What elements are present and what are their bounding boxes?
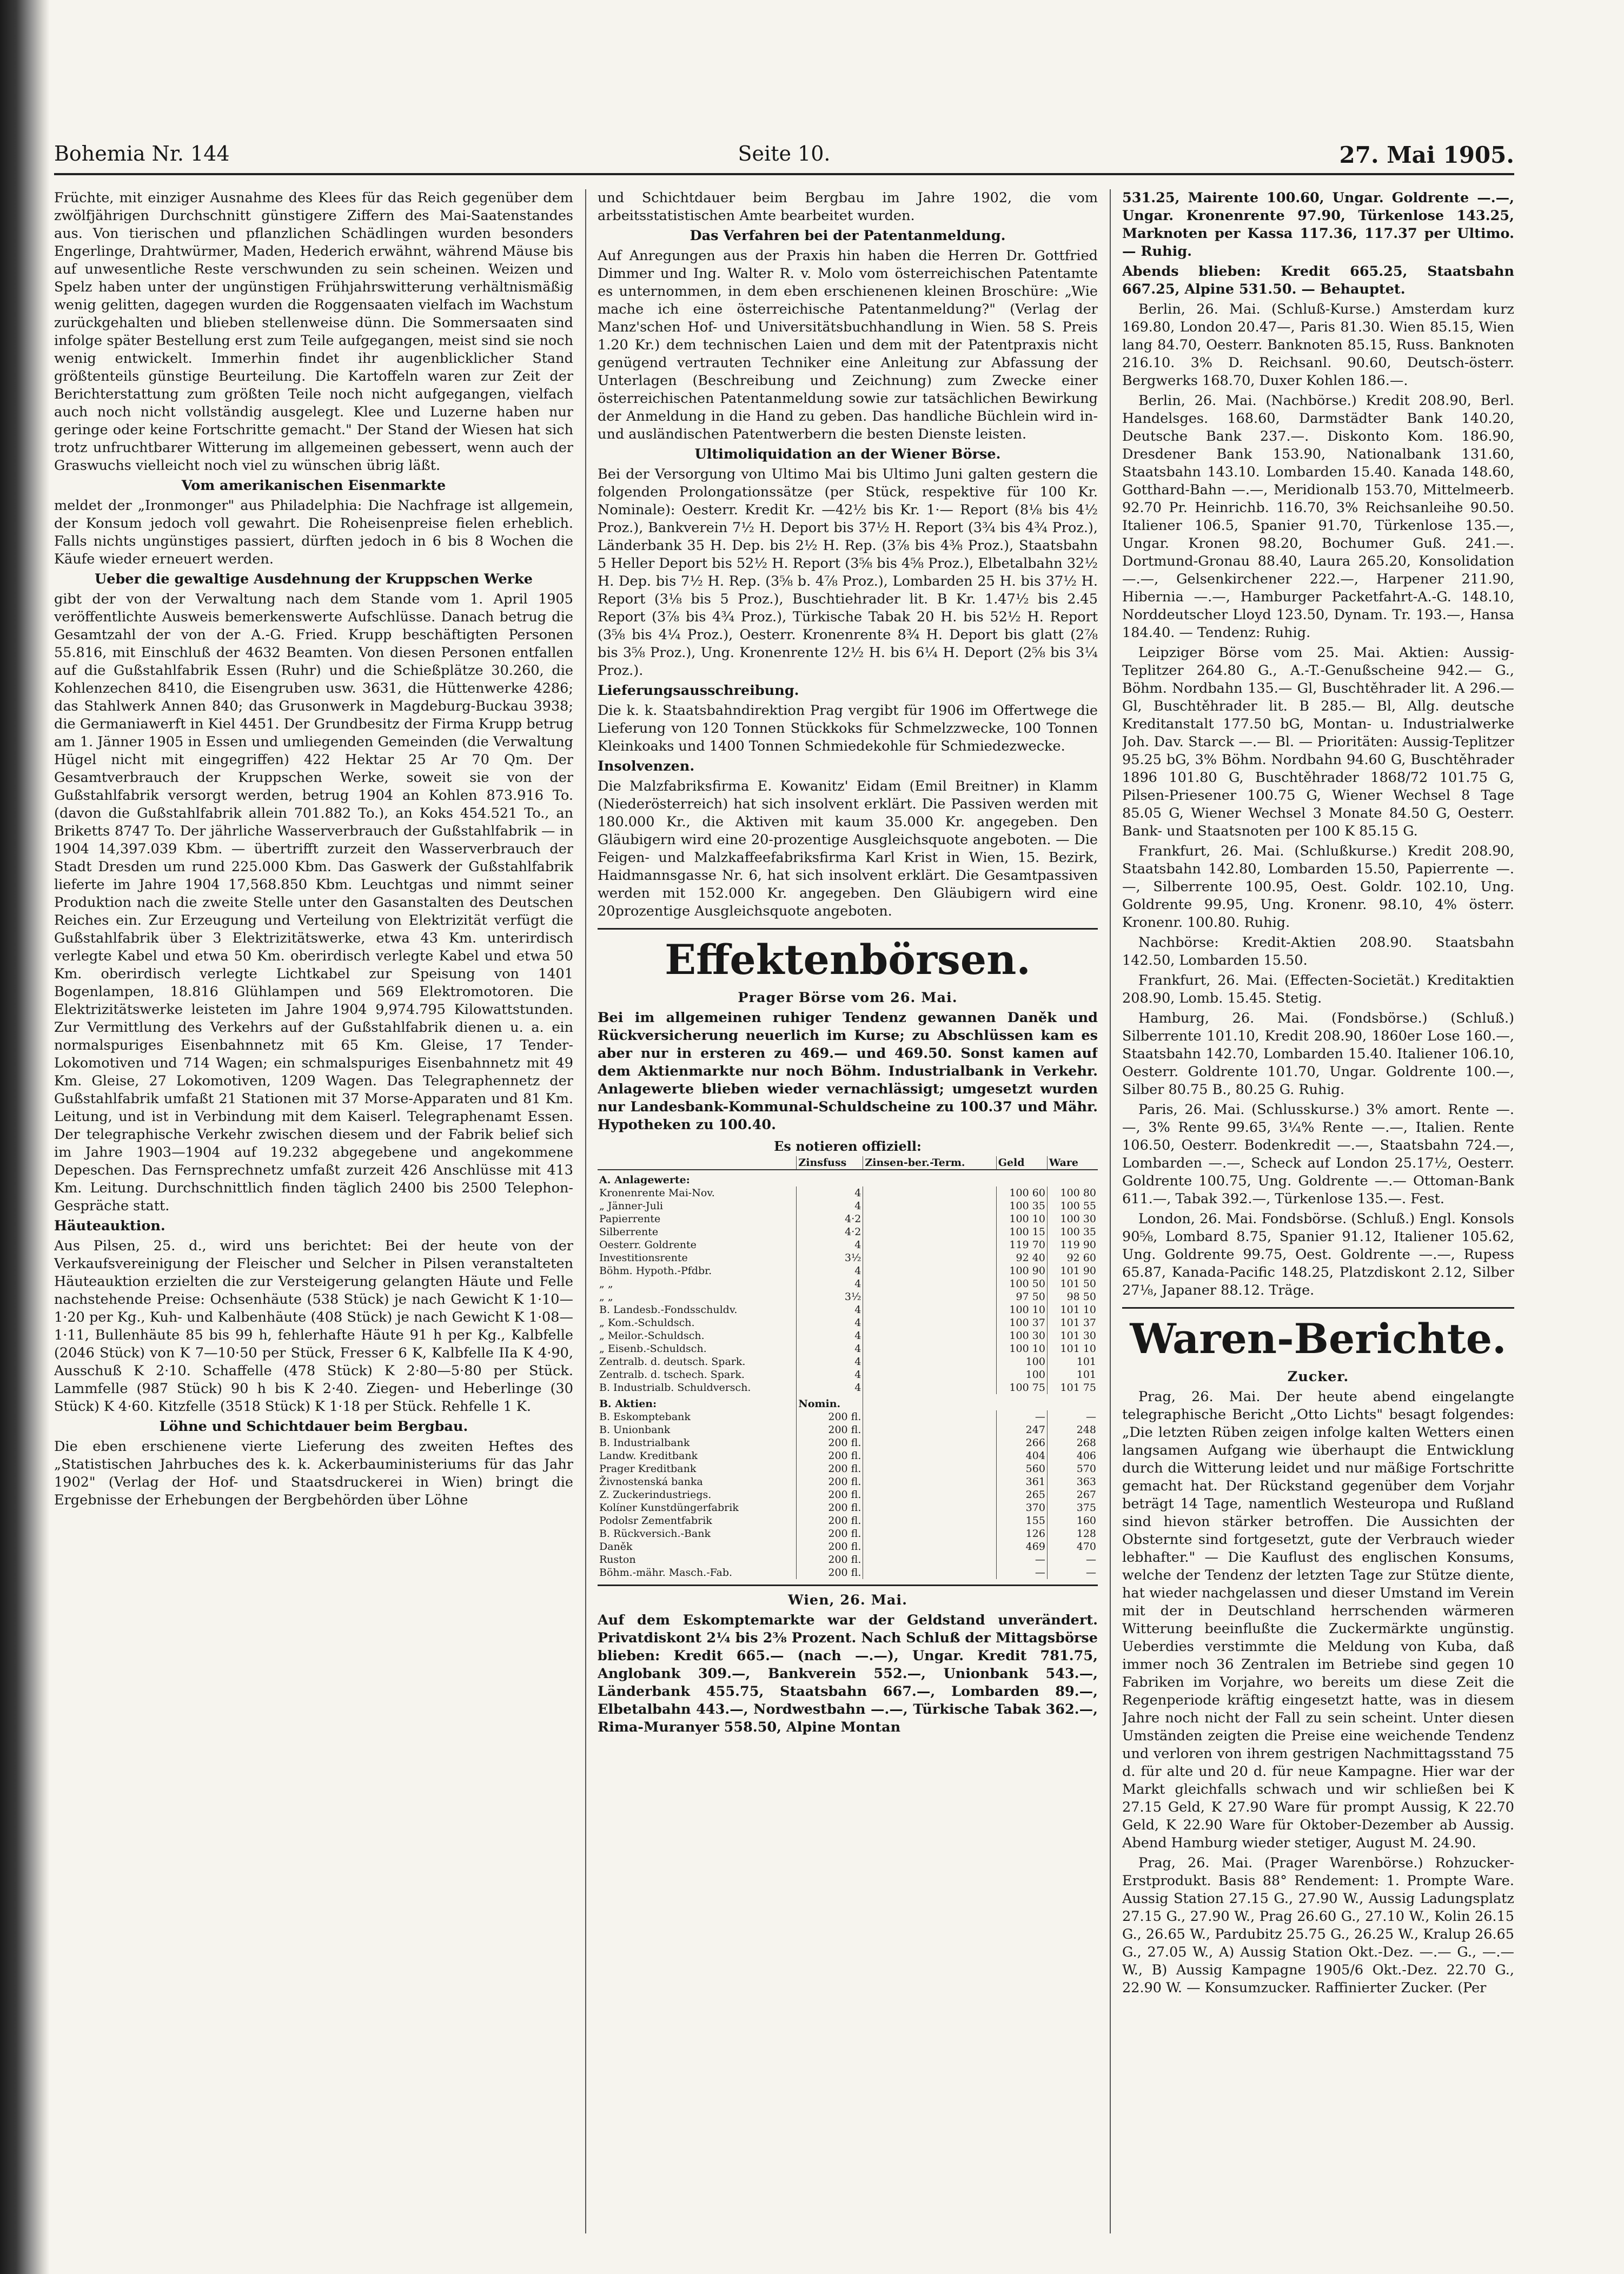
table-row: [598, 1290, 1098, 1303]
table-cell: —: [1047, 1553, 1098, 1566]
paragraph: Prag, 26. Mai. Der heute abend eingelangte telegraphische Bericht „Otto Lichts" besagt folgendes: „Die letzten Rüben zeigen infolge kalten Wetters einen langsamen Aufgang wie überhaupt die Entwicklung durch die Witterung leidet und nur mäßige Fortschritte gemacht hat. Der Rückstand gegenüber dem Vorjahr beträgt 14 Tage, namentlich Westeuropa und Rußland sind hievon stärker betroffen. Die Aussichten der Obsternte sind fortgesetzt, gute der Verbrauch wieder lebhafter." — Die Kauflust des englischen Konsums, welche der Tendenz der letzten Tage zur Stütze diente, hat wieder nachgelassen und dieser Umstand im Verein mit der in Deutschland herrschenden wärmeren Witterung beeinflußte die Zuckermärkte ungünstig. Ueberdies verstimmte die Meldung von Kuba, daß immer noch 36 Zentralen im Betriebe sind gegen 10 Fabriken im Vorjahre, wo bereits um diese Zeit die Regenperiode kräftig eingesetzt hatte, was in diesem Jahre noch nicht der Fall zu sein scheint. Unter diesen Umständen zeigten die Preise eine weichende Tendenz und verloren von ihrem gestrigen Nachmittagsstand 75 d. für alte und 20 d. für neue Kampagne. Hier war der Markt gleichfalls schwach und wir schließen bei K 27.15 Geld, K 27.90 Ware für prompt Aussig, K 22.70 Geld, K 22.90 Ware für Oktober-Dezember ab Aussig. Abend Hamburg wieder stetiger, August M. 24.90.: [1122, 1389, 1514, 1851]
table-cell: 101 90: [1047, 1264, 1098, 1277]
table-row: [598, 1238, 1098, 1251]
subsection-heading-zucker: Zucker.: [1287, 1369, 1349, 1385]
table-cell: [863, 1316, 996, 1329]
table-cell: 92 60: [1047, 1251, 1098, 1264]
table-cell: 101 10: [1047, 1303, 1098, 1316]
table-cell: [863, 1342, 996, 1355]
paragraph: London, 26. Mai. Fondsbörse. (Schluß.) Engl. Konsols 90⅝, Lombard 8.75, Spanier 91.12, Italiener 105.62, Ung. Goldrente 99.75, Oest. Goldrente —.—, Rupess 65.87, Kanada-Pacific 148.25, Platzdiskont 2.12, Silber 27⅛, Japaner 88.12. Träge.: [1122, 1211, 1514, 1298]
table-cell: „ „: [599, 1291, 613, 1303]
table-cell: 200 fl.: [797, 1462, 863, 1475]
table-cell: B. Eskomptebank: [599, 1411, 691, 1423]
table-cell: 98 50: [1047, 1290, 1098, 1303]
table-row: [598, 1329, 1098, 1342]
table-cell: 469: [996, 1540, 1047, 1553]
table-row: [598, 1462, 1098, 1475]
section-title-waren-berichte: Waren-Berichte.: [1122, 1307, 1514, 1365]
table-cell: —: [996, 1566, 1047, 1579]
nominal-header: Nomin.: [797, 1394, 863, 1410]
table-cell: 266: [996, 1436, 1047, 1449]
table-cell: „ Eisenb.-Schuldsch.: [599, 1343, 707, 1355]
table-cell: 4: [797, 1368, 863, 1381]
table-cell: B. Rückversich.-Bank: [599, 1528, 711, 1540]
table-cell: 470: [1047, 1540, 1098, 1553]
paragraph: meldet der „Ironmonger" aus Philadelphia: Die Nachfrage ist allgemein, der Konsum jedoch voll gewahrt. Die Roheisenpreise fielen erheblich. Falls nichts ungünstiges passiert, dürften jedoch in 6 bis 8 Wochen die Käufe wieder erneuert werden.: [54, 498, 573, 567]
paragraph: Früchte, mit einziger Ausnahme des Klees für das Reich gegenüber dem zwölfjährigen Durchschnitt günstigere Ziffern des Mai-Saatenstandes aus. Von tierischen und pflanzlichen Schädlingen wurden besonders Engerlinge, Drahtwürmer, Maden, Hederich erwähnt, während Mäuse bis auf unwesentliche Reste verschwunden zu sein scheinen. Weizen und Spelz haben unter der ungünstigen Frühjahrswitterung verhältnismäßig wenig gelitten, dagegen wurden die Roggensaaten vielfach im Wachstum zurückgehalten und blieben stellenweise dünn. Die Sommersaaten sind infolge später Bestellung erst zum Teile aufgegangen, meist sind sie noch wenig entwickelt. Immerhin findet ihr augenblicklicher Stand größtenteils günstige Beurteilung. Die Kartoffeln waren zur Zeit der Berichterstattung zum größten Teile noch nicht aufgegangen, vielfach auch noch nicht vollständig ausgelegt. Klee und Luzerne haben nur geringe oder keine Fortschritte gemacht." Der Stand der Wiesen hat sich trotz unfruchtbarer Witterung im allgemeinen gebessert, wenn auch der Graswuchs vielleicht noch viel zu wünschen übrig läßt.: [54, 190, 573, 474]
table-cell: Silberrente: [599, 1226, 659, 1238]
paragraph: Die eben erschienene vierte Lieferung des zweiten Heftes des „Statistischen Jahrbuches des k. k. Ackerbauministeriums für das Jahr 1902" (Verlag der Hof- und Staatsdruckerei in Wien) bringt die Ergebnisse der Erhebungen der Bergbehörden über Löhne: [54, 1438, 573, 1508]
table-cell: 200 fl.: [797, 1475, 863, 1488]
table-cell: 100 60: [996, 1186, 1047, 1199]
table-cell: Kolíner Kunstdüngerfabrik: [599, 1502, 739, 1514]
table-row: [598, 1264, 1098, 1277]
table-cell: [863, 1238, 996, 1251]
table-row: [598, 1225, 1098, 1238]
table-cell: —: [996, 1553, 1047, 1566]
table-cell: 4: [797, 1329, 863, 1342]
paragraph: Bei der Versorgung von Ultimo Mai bis Ultimo Juni galten gestern die folgenden Prolongationssätze (per Stück, respektive für 100 Kr. Nominale): Oesterr. Kredit Kr. —42½ bis Kr. 1·— Report (8⅛ bis 4½ Proz.), Bankverein 7½ H. Deport bis 37½ H. Report (3¾ bis 4¾ Proz.), Länderbank 35 H. Dep. bis 2½ H. Rep. (3⅞ bis 4⅜ Proz.), Staatsbahn 5 Heller Deport bis 52½ H. Report (3⅝ bis 4⅝ Proz.), Elbetalbahn 32½ H. Dep. bis 7½ H. Rep. (3⅝ b. 4⅞ Proz.), Lombarden 25 H. bis 37½ H. Report (3⅛ bis 5 Proz.), Buschtiehrader lit. B Kr. 1.47½ bis 2.45 Report (3⅞ bis 4¾ Proz.), Türkische Tabak 20 H. bis 52½ H. Report (3⅝ bis 4¼ Proz.), Oesterr. Kronenrente 8¾ H. Deport bis glatt (2⅞ bis 3⅝ Proz.), Ung. Kronenrente 12½ H. bis 6¼ H. Deport (2⅝ bis 3¼ Proz.).: [598, 466, 1098, 679]
table-header: [598, 1156, 797, 1170]
paragraph: 531.25, Mairente 100.60, Ungar. Goldrente —.—, Ungar. Kronenrente 97.90, Türkenlose 143.25, Marknoten per Kassa 117.36, 117.37 per Ultimo. — Ruhig.: [1122, 190, 1514, 260]
table-cell: 100 55: [1047, 1199, 1098, 1212]
table-cell: B. Industrialbank: [599, 1437, 690, 1449]
table-cell: 100 10: [996, 1212, 1047, 1225]
table-cell: 404: [996, 1449, 1047, 1462]
table-row: [598, 1553, 1098, 1566]
table-cell: [863, 1186, 996, 1199]
table-cell: 4·2: [797, 1225, 863, 1238]
table-row: [598, 1527, 1098, 1540]
table-cell: Böhm.-mähr. Masch.-Fab.: [599, 1567, 733, 1579]
table-cell: 200 fl.: [797, 1501, 863, 1514]
header-right: 27. Mai 1905.: [1339, 142, 1514, 168]
table-cell: B. Landesb.-Fondsschuldv.: [599, 1304, 738, 1316]
paragraph: Leipziger Börse vom 25. Mai. Aktien: Aussig-Teplitzer 264.80 G., A.-T.-Genußscheine 942.— G., Böhm. Nordbahn 135.— Gl, Buschtěhrader lit. A 296.— Gl, Buschtěhrader lit. B 285.— Bl, Allg. deutsche Kreditanstalt 177.50 bG, Montan- u. Industrialwerke Joh. Dav. Starck —.— Bl. — Prioritäten: Aussig-Teplitzer 95.25 bG, 3% Böhm. Nordbahn 94.60 G, Buschtěhrader 1896 101.80 G, Buschtěhrader 1868/72 101.75 G, Pilsen-Priesener 100.75 G, Wiener Wechsel 8 Tage 85.05 G, Wiener Wechsel 3 Monate 84.50 G, Oesterr. Bank- und Staatsnoten per 100 K 85.15 G.: [1122, 645, 1514, 839]
page-header: [54, 135, 1514, 175]
table-header-row: [598, 1156, 1098, 1170]
table-cell: 101 75: [1047, 1381, 1098, 1394]
table-cell: 4: [797, 1186, 863, 1199]
section-label: A. Anlagewerte:: [599, 1174, 690, 1186]
table-row: [598, 1199, 1098, 1212]
table-cell: 101 30: [1047, 1329, 1098, 1342]
table-cell: 247: [996, 1423, 1047, 1436]
table-cell: 119 90: [1047, 1238, 1098, 1251]
table-cell: 200 fl.: [797, 1527, 863, 1540]
table-cell: 119 70: [996, 1238, 1047, 1251]
paragraph: Berlin, 26. Mai. (Nachbörse.) Kredit 208.90, Berl. Handelsges. 168.60, Darmstädter Bank 140.20, Deutsche Bank 237.—. Diskonto Kom. 186.90, Dresdener Bank 153.90, Nationalbank 131.60, Staatsbahn 143.10. Lombarden 15.40. Kanada 148.60, Gotthard-Bahn —.—, Meridionalb 153.70, Mittelmeerb. 92.70 Pr. Heinrichb. 116.70, 3% Reichsanleihe 90.50. Italiener 106.5, Spanier 91.70, Türkenlose 135.—, Ungar. Kronen 98.20, Bochumer Guß. 241.—. Dortmund-Gronau 88.40, Laura 265.20, Konsolidation —.—, Gelsenkirchener 222.—, Harpener 211.90, Hibernia —.—, Hamburger Packetfahrt-A.-G. 148.10, Norddeutscher Lloyd 123.50, Dynam. Tr. 193.—, Hansa 184.40. — Tendenz: Ruhig.: [1122, 393, 1514, 641]
table-cell: [863, 1251, 996, 1264]
table-cell: 100 50: [996, 1277, 1047, 1290]
table-cell: 560: [996, 1462, 1047, 1475]
table-cell: 375: [1047, 1501, 1098, 1514]
table-cell: 100 15: [996, 1225, 1047, 1238]
table-cell: 4: [797, 1199, 863, 1212]
table-row: [598, 1514, 1098, 1527]
paragraph: und Schichtdauer beim Bergbau im Jahre 1902, die vom arbeitsstatistischen Amte bearbeitet wurden.: [598, 190, 1098, 224]
article-heading: Das Verfahren bei der Patentanmeldung.: [690, 228, 1006, 244]
table-cell: Živnostenská banka: [599, 1476, 703, 1488]
table-cell: 200 fl.: [797, 1514, 863, 1527]
table-cell: 363: [1047, 1475, 1098, 1488]
table-row: [598, 1251, 1098, 1264]
table-cell: 248: [1047, 1423, 1098, 1436]
header-center: Seite 10.: [738, 142, 831, 165]
table-cell: 4: [797, 1238, 863, 1251]
table-cell: [863, 1566, 996, 1579]
table-cell: Kronenrente Mai-Nov.: [599, 1187, 715, 1199]
table-cell: 406: [1047, 1449, 1098, 1462]
table-cell: „ „: [599, 1278, 613, 1290]
table-cell: Zentralb. d. deutsch. Spark.: [599, 1356, 746, 1368]
table-cell: 100 80: [1047, 1186, 1098, 1199]
table-cell: 4: [797, 1355, 863, 1368]
article-heading: Ueber die gewaltige Ausdehnung der Kruppschen Werke: [95, 571, 533, 587]
table-header: Zinsen-ber.-Term.: [863, 1156, 996, 1170]
table-cell: 200 fl.: [797, 1410, 863, 1423]
table-cell: 100 10: [996, 1342, 1047, 1355]
table-cell: Daněk: [599, 1541, 633, 1553]
table-cell: 100: [996, 1355, 1047, 1368]
table-cell: 100 10: [996, 1303, 1047, 1316]
table-cell: [863, 1355, 996, 1368]
column-2: [598, 189, 1098, 2233]
table-cell: [863, 1527, 996, 1540]
table-cell: [863, 1264, 996, 1277]
table-cell: [863, 1449, 996, 1462]
divider: [598, 1584, 1098, 1586]
table-cell: 361: [996, 1475, 1047, 1488]
table-cell: 3½: [797, 1290, 863, 1303]
table-cell: Investitionsrente: [599, 1252, 688, 1264]
column-3: [1122, 189, 1514, 2233]
paragraph: Die Malzfabriksfirma E. Kowanitz' Eidam (Emil Breitner) in Klamm (Niederösterreich) hat sich insolvent erklärt. Die Passiven werden mit 180.000 Kr., die Aktiven mit kaum 35.000 Kr. angegeben. Den Gläubigern wird eine 20-prozentige Ausgleichsquote angeboten. — Die Feigen- und Malzkaffeefabriksfirma Karl Krist in Wien, 15. Bezirk, Haidmannsgasse Nr. 6, hat sich insolvent erklärt. Die Gesamtpassiven werden mit 152.000 Kr. angegeben. Den Gläubigern wird eine 20prozentige Ausgleichsquote angeboten.: [598, 778, 1098, 919]
paragraph: Prag, 26. Mai. (Prager Warenbörse.) Rohzucker-Erstprodukt. Basis 88° Rendement: 1. Prompte Ware. Aussig Station 27.15 G., 27.90 W., Aussig Ladungsplatz 27.15 G., 27.90 W., Prag 26.60 G., 27.10 W., Kolin 26.15 G., 26.65 W., Pardubitz 25.75 G., 26.25 W., Kralup 26.65 G., 27.05 W., A) Aussig Station Okt.-Dez. —.— G., —.— W., B) Aussig Kampagne 1905/6 Okt.-Dez. 22.70 G., 22.90 W. — Konsumzucker. Raffinierter Zucker. (Per: [1122, 1855, 1514, 1996]
table-cell: 200 fl.: [797, 1449, 863, 1462]
table-cell: 4·2: [797, 1212, 863, 1225]
table-cell: 101 10: [1047, 1342, 1098, 1355]
table-cell: [863, 1553, 996, 1566]
table-cell: 4: [797, 1303, 863, 1316]
paragraph: Abends blieben: Kredit 665.25, Staatsbahn 667.25, Alpine 531.50. — Behauptet.: [1122, 263, 1514, 297]
table-cell: Ruston: [599, 1554, 636, 1566]
table-cell: 101: [1047, 1355, 1098, 1368]
table-cell: 126: [996, 1527, 1047, 1540]
paragraph: gibt der von der Verwaltung nach dem Stande vom 1. April 1905 veröffentlichte Ausweis bemerkenswerte Aufschlüsse. Danach betrug die Gesamtzahl der von der A.-G. Fried. Krupp beschäftigten Personen 55.816, mit Einschluß der 4632 Beamten. Von diesen Personen entfallen auf die Gußstahlfabrik Essen (Ruhr) und die Schießplätze 30.260, die Kohlenzechen 8410, die Eisengruben usw. 3631, die Hüttenwerke 4286; das Stahlwerk Annen 840; das Grusonwerk in Magdeburg-Buckau 3938; die Germaniawerft in Kiel 4451. Der Grundbesitz der Firma Krupp betrug am 1. Jänner 1905 in Essen und umliegenden Gemeinden (die Verwaltung Hügel nicht mit eingegriffen) 422 Hektar 25 Ar 70 Qm. Der Gesamtverbrauch der Kruppschen Werke, soweit sie von der Gußstahlfabrik versorgt werden, betrug 1904 an Kohlen 873.916 To. (davon die Gußstahlfabrik allein 701.882 To.), an Koks 454.521 To., an Briketts 8747 To. Der jährliche Wasserverbrauch der Gußstahlfabrik — in 1904 14,397.039 Kbm. — übertrifft zurzeit den Wasserverbrauch der Stadt Dresden um rund 225.000 Kbm. Das Gaswerk der Gußstahlfabrik lieferte im Jahre 1904 17,568.850 Kbm. Leuchtgas und nimmt seiner Produktion nach die zweite Stelle unter den Gasanstalten des Deutschen Reiches ein. Zur Erzeugung und Verteilung von Elektrizität verfügt die Gußstahlfabrik über 3 Elektrizitätswerke, etwa 43 Km. unterirdisch verlegte Kabel und etwa 50 Km. oberirdisch verlegte Kabel und etwa 50 Km. oberirdisch verlegte Lichtkabel zur Speisung von 1401 Bogenlampen, 18.816 Glühlampen und 569 Elektromotoren. Die Elektrizitätswerke leisteten im Jahre 1904 9,974.795 Kilowattstunden. Zur Vermittlung des Verkehrs auf der Gußstahlfabrik dienen u. a. ein normalspuriges Eisenbahnnetz mit 65 Km. Gleise, 17 Tender-Lokomotiven und 714 Wagen; ein schmalspuriges Eisenbahnnetz mit 49 Km. Gleise, 27 Lokomotiven, 1209 Wagen. Das Telegraphennetz der Gußstahlfabrik umfaßt 21 Stationen mit 37 Morse-Apparaten und 81 Km. Leitung, und ist in Verbindung mit dem Kaiserl. Telegraphenamt Essen. Der telegraphische Verkehr zwischen diesem und der Fabrik belief sich im Jahre 1903—1904 auf 19.232 abgegebene und angekommene Depeschen. Das Fernsprechnetz umfaßt zurzeit 426 Anschlüsse mit 413 Km. Leitung. Durchschnittlich finden täglich 2400 bis 2500 Telephon-Gespräche statt.: [54, 591, 573, 1214]
table-cell: [863, 1410, 996, 1423]
table-row: [598, 1186, 1098, 1199]
table-row: [598, 1488, 1098, 1501]
paragraph: Paris, 26. Mai. (Schlusskurse.) 3% amort. Rente —.—, 3% Rente 99.65, 3¼% Rente —.—, Italien. Rente 106.50, Oesterr. Bodenkredit —.—, Staatsbahn 724.—, Lombarden —.—, Scheck auf London 25.17½, Oesterr. Goldrente 100.75, Ung. Goldrente —.— Ottoman-Bank 611.—, Tabak 392.—, Türkenlose 135.—. Fest.: [1122, 1102, 1514, 1207]
table-cell: 268: [1047, 1436, 1098, 1449]
table-row: [598, 1381, 1098, 1394]
table-cell: [863, 1368, 996, 1381]
table-cell: [863, 1436, 996, 1449]
article-heading: Insolvenzen.: [598, 758, 695, 774]
scan-edge-shadow: [0, 0, 50, 2274]
column-1: [54, 189, 573, 2233]
table-cell: „ Kom.-Schuldsch.: [599, 1317, 695, 1329]
table-cell: 101 50: [1047, 1277, 1098, 1290]
table-cell: 100 30: [1047, 1212, 1098, 1225]
article-heading: Häuteauktion.: [54, 1218, 165, 1234]
table-cell: „ Meilor.-Schuldsch.: [599, 1330, 705, 1342]
paragraph: Frankfurt, 26. Mai. (Effecten-Societät.) Kreditaktien 208.90, Lomb. 15.45. Stetig.: [1122, 972, 1514, 1006]
table-cell: [863, 1381, 996, 1394]
table-cell: Podolsr Zementfabrik: [599, 1515, 712, 1527]
table-cell: [863, 1290, 996, 1303]
prager-heading: Prager Börse: [738, 990, 846, 1006]
table-row: [598, 1540, 1098, 1553]
table-cell: Zentralb. d. tschech. Spark.: [599, 1369, 745, 1381]
table-title: Es notieren offiziell:: [774, 1138, 922, 1154]
table-cell: 100 75: [996, 1381, 1047, 1394]
table-row: [598, 1355, 1098, 1368]
table-cell: Z. Zuckerindustriegs.: [599, 1489, 712, 1501]
table-cell: [863, 1423, 996, 1436]
table-cell: „ Jänner-Juli: [599, 1200, 664, 1212]
article-heading: Löhne und Schichtdauer beim Bergbau.: [159, 1418, 468, 1435]
table-cell: 92 40: [996, 1251, 1047, 1264]
table-cell: —: [1047, 1410, 1098, 1423]
table-cell: Oesterr. Goldrente: [599, 1239, 697, 1251]
table-row: [598, 1449, 1098, 1462]
table-cell: Böhm. Hypoth.-Pfdbr.: [599, 1265, 712, 1277]
table-cell: 100: [996, 1368, 1047, 1381]
table-row: [598, 1410, 1098, 1423]
table-cell: [863, 1303, 996, 1316]
table-cell: 200 fl.: [797, 1423, 863, 1436]
table-row: [598, 1501, 1098, 1514]
table-cell: 570: [1047, 1462, 1098, 1475]
table-section-row: [598, 1394, 1098, 1410]
table-cell: B. Industrialb. Schuldversch.: [599, 1382, 751, 1394]
paragraph: Frankfurt, 26. Mai. (Schlußkurse.) Kredit 208.90, Staatsbahn 142.80, Lombarden 15.50, Papierrente —.—, Silberrente 100.95, Oest. Goldr. 102.10, Ung. Goldrente 99.95, Ung. Kronenr. 98.10, 4% österr. Kronenr. 100.80. Ruhig.: [1122, 843, 1514, 931]
table-row: [598, 1566, 1098, 1579]
table-cell: [863, 1329, 996, 1342]
table-cell: 4: [797, 1381, 863, 1394]
table-cell: [863, 1540, 996, 1553]
table-cell: [863, 1212, 996, 1225]
table-header: Ware: [1047, 1156, 1098, 1170]
wien-heading: Wien, 26. Mai.: [788, 1592, 907, 1608]
table-cell: [863, 1199, 996, 1212]
table-cell: 101 37: [1047, 1316, 1098, 1329]
paragraph: Auf dem Eskomptemarkte war der Geldstand unverändert. Privatdiskont 2¼ bis 2⅜ Prozent. Nach Schluß der Mittagsbörse blieben: Kredit 665.— (nach —.—), Ungar. Kredit 781.75, Anglobank 309.—, Bankverein 552.—, Unionbank 543.—, Länderbank 455.75, Staatsbahn 667.—, Lombarden 89.—, Elbetalbahn 443.—, Nordwestbahn —.—, Türkische Tabak 362.—, Rima-Muranyer 558.50, Alpine Montan: [598, 1612, 1098, 1735]
table-cell: B. Unionbank: [599, 1424, 671, 1436]
table-cell: 100 35: [1047, 1225, 1098, 1238]
table-row: [598, 1436, 1098, 1449]
paragraph: Nachbörse: Kredit-Aktien 208.90. Staatsbahn 142.50, Lombarden 15.50.: [1122, 934, 1514, 969]
table-header: Zinsfuss: [797, 1156, 863, 1170]
table-cell: 265: [996, 1488, 1047, 1501]
section-title-effektenboersen: Effektenbörsen.: [598, 928, 1098, 986]
table-header: Geld: [996, 1156, 1047, 1170]
article-heading: Lieferungsausschreibung.: [598, 682, 799, 699]
table-cell: [863, 1514, 996, 1527]
table-cell: 4: [797, 1316, 863, 1329]
table-cell: [863, 1488, 996, 1501]
paragraph: Aus Pilsen, 25. d., wird uns berichtet: Bei der heute von der Verkaufsvereinigung der Fleischer und Selcher in Pilsen veranstalteten Häuteauktion erzielten die zur Versteigerung gelangten Häute und Felle nachstehende Preise: Ochsenhäute (538 Stück) je nach Gewicht K 1·10—1·20 per Kg., Kuh- und Kalbenhäute (408 Stück) je nach Gewicht K 1·08—1·11, Bullenhäute 85 bis 99 h, fehlerhafte Häute 91 h per Kg., Kalbfelle (2046 Stück) von K 7—10·50 per Stück, Fresser 6 K, Kalbfelle IIa K 4·90, Ausschuß K 2·10. Schaffelle (478 Stück) K 2·80—5·80 per Stück. Lammfelle (987 Stück) 90 h bis K 2·40. Ziegen- und Heberlinge (30 Stück) K 4·60. Kitzfelle (3518 Stück) K 1·18 per Stück. Rehfelle 1 K.: [54, 1238, 573, 1415]
table-section-row: [598, 1170, 1098, 1186]
paragraph: Die k. k. Staatsbahndirektion Prag vergibt für 1906 im Offertwege die Lieferung von 120 Tonnen Stückkoks für Schmelzzwecke, 100 Tonnen Kleinkoaks und 1400 Tonnen Schmiedekohle für Schmiedezwecke.: [598, 702, 1098, 754]
table-cell: [863, 1225, 996, 1238]
table-row: [598, 1368, 1098, 1381]
table-row: [598, 1475, 1098, 1488]
table-cell: 100 35: [996, 1199, 1047, 1212]
table-row: [598, 1277, 1098, 1290]
table-cell: 3½: [797, 1251, 863, 1264]
table-row: [598, 1303, 1098, 1316]
article-heading: Vom amerikanischen Eisenmarkte: [181, 478, 446, 494]
table-cell: 97 50: [996, 1290, 1047, 1303]
newspaper-page: [54, 135, 1514, 2247]
table-cell: 160: [1047, 1514, 1098, 1527]
table-cell: Prager Kreditbank: [599, 1463, 697, 1475]
paragraph: Auf Anregungen aus der Praxis hin haben die Herren Dr. Gottfried Dimmer und Ing. Walter R. v. Molo vom österreichischen Patentamte es unternommen, in dem eben erschienenen kleinen Broschüre: „Wie mache ich eine österreichische Patentanmeldung?" (Verlag der Manz'schen Hof- und Universitätsbuchhandlung in Wien. 58 S. Preis 1.20 Kr.) dem technischen Laien und dem mit der Patentpraxis nicht genügend vertrauten Techniker eine Anleitung zur Abfassung der Unterlagen (Beschreibung und Zeichnung) zum Zwecke einer österreichischen Patentanmeldung sowie zur tatsächlichen Bewirkung der Anmeldung in die Hand zu geben. Das handliche Büchlein wird in- und ausländischen Patentwerbern die besten Dienste leisten.: [598, 248, 1098, 442]
paragraph: Berlin, 26. Mai. (Schluß-Kurse.) Amsterdam kurz 169.80, London 20.47—, Paris 81.30. Wien 85.15, Wien lang 84.70, Oesterr. Banknoten 85.15, Russ. Banknoten 216.10. 3% D. Reichsanl. 90.60, Deutsch-österr. Bergwerks 168.70, Duxer Kohlen 186.—.: [1122, 301, 1514, 389]
section-label: B. Aktien:: [599, 1398, 657, 1410]
table-cell: [863, 1277, 996, 1290]
table-cell: Papierrente: [599, 1213, 661, 1225]
table-cell: 200 fl.: [797, 1488, 863, 1501]
table-row: [598, 1342, 1098, 1355]
quotes-table: [598, 1156, 1098, 1579]
table-cell: Landw. Kreditbank: [599, 1450, 698, 1462]
table-cell: 4: [797, 1264, 863, 1277]
table-row: [598, 1423, 1098, 1436]
article-heading: Ultimoliquidation an der Wiener Börse.: [694, 446, 1001, 462]
table-cell: 370: [996, 1501, 1047, 1514]
table-cell: —: [996, 1410, 1047, 1423]
column-rule: [1110, 189, 1111, 2233]
table-cell: —: [1047, 1566, 1098, 1579]
table-row: [598, 1212, 1098, 1225]
table-row: [598, 1316, 1098, 1329]
prager-date: vom 26. Mai.: [851, 990, 958, 1006]
table-cell: 4: [797, 1277, 863, 1290]
table-cell: [863, 1475, 996, 1488]
table-cell: 128: [1047, 1527, 1098, 1540]
table-cell: [863, 1462, 996, 1475]
table-cell: 4: [797, 1342, 863, 1355]
paragraph: Hamburg, 26. Mai. (Fondsbörse.) (Schluß.) Silberrente 101.10, Kredit 208.90, 1860er Lose 160.—, Staatsbahn 142.70, Lombarden 15.40. Italiener 106.10, Oesterr. Goldrente 101.70, Ungar. Goldrente 100.—, Silber 80.75 B., 80.25 G. Ruhig.: [1122, 1010, 1514, 1098]
table-cell: [863, 1501, 996, 1514]
table-cell: 101: [1047, 1368, 1098, 1381]
table-cell: 200 fl.: [797, 1553, 863, 1566]
table-cell: 100 37: [996, 1316, 1047, 1329]
table-cell: 267: [1047, 1488, 1098, 1501]
table-cell: 155: [996, 1514, 1047, 1527]
table-cell: 100 90: [996, 1264, 1047, 1277]
paragraph: Bei im allgemeinen ruhiger Tendenz gewannen Daněk und Rückversicherung neuerlich im Kurse; zu Abschlüssen kam es aber nur in ersteren zu 469.— und 469.50. Sonst kamen auf dem Aktienmarkte nur noch Böhm. Industrialbank in Verkehr. Anlagewerte blieben wieder vernachlässigt; umgesetzt wurden nur Landesbank-Kommunal-Schuldscheine zu 100.37 und Mähr. Hypotheken zu 100.40.: [598, 1010, 1098, 1133]
table-cell: 200 fl.: [797, 1566, 863, 1579]
table-cell: 100 30: [996, 1329, 1047, 1342]
table-cell: 200 fl.: [797, 1436, 863, 1449]
table-cell: 200 fl.: [797, 1540, 863, 1553]
column-rule: [585, 189, 586, 2233]
header-left: Bohemia Nr. 144: [54, 142, 230, 165]
